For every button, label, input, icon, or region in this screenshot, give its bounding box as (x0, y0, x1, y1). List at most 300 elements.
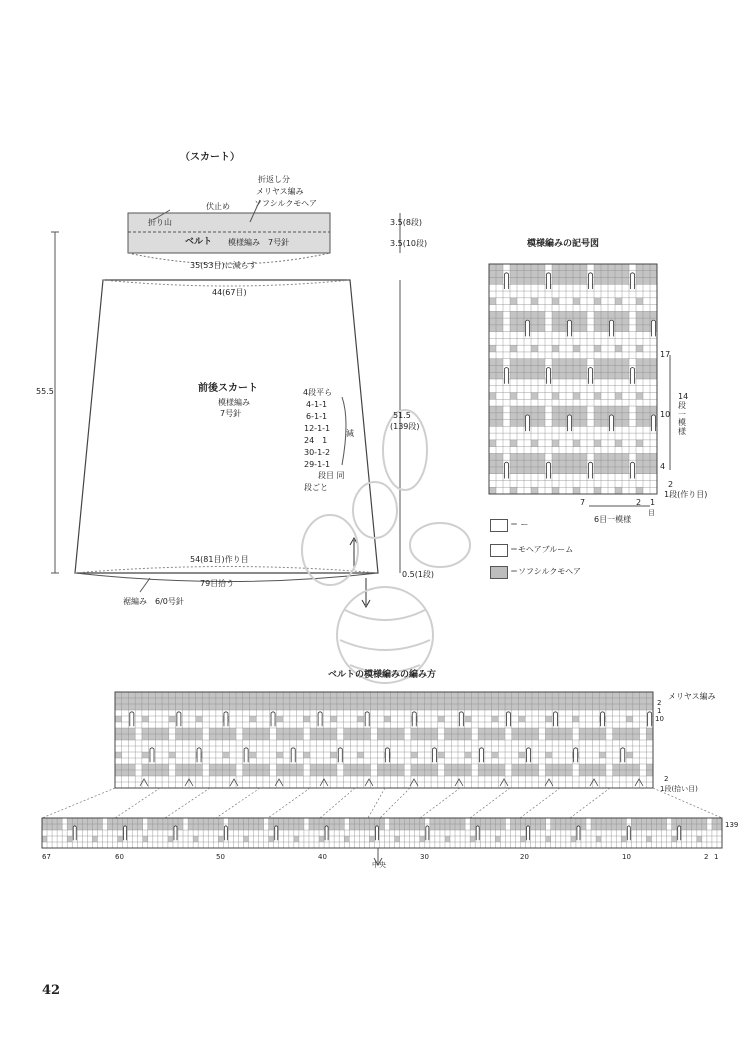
shaded-cell (599, 698, 606, 704)
shaded-cell (310, 692, 317, 698)
shaded-cell (424, 698, 431, 704)
shaded-cell (92, 818, 97, 824)
shaded-cell (536, 824, 541, 830)
shaded-cell (391, 692, 398, 698)
shaded-cell (319, 818, 324, 824)
shaded-cell (196, 770, 203, 776)
shaded-cell (613, 770, 620, 776)
shaded-cell (521, 836, 526, 842)
shaded-cell (596, 836, 601, 842)
shaded-cell (309, 824, 314, 830)
shaded-cell (611, 818, 616, 824)
shaded-cell (561, 824, 566, 830)
shaded-cell (297, 728, 304, 734)
shaded-cell (411, 692, 418, 698)
chart-row-label: 17 (660, 350, 671, 359)
shaded-cell (601, 824, 606, 830)
shaded-cell (148, 818, 153, 824)
shaded-cell (176, 728, 183, 734)
shaded-cell (344, 764, 351, 770)
shaded-cell (339, 818, 344, 824)
shaded-cell (283, 764, 290, 770)
shaded-cell (438, 752, 445, 758)
shaded-cell (572, 716, 579, 722)
shaded-cell (202, 692, 209, 698)
shaded-cell (77, 818, 82, 824)
shaded-cell (274, 818, 279, 824)
shaded-cell (297, 692, 304, 698)
shaded-cell (371, 704, 378, 710)
shaded-cell (599, 764, 606, 770)
shaded-cell (223, 770, 230, 776)
shaded-cell (209, 698, 216, 704)
shaded-cell (169, 692, 176, 698)
shaded-cell (418, 698, 425, 704)
shaded-cell (182, 764, 189, 770)
shaded-cell (672, 818, 677, 824)
shaded-cell (317, 698, 324, 704)
shaded-cell (297, 764, 304, 770)
shaded-cell (400, 818, 405, 824)
shaded-cell (717, 824, 722, 830)
shaded-cell (270, 698, 277, 704)
shaded-cell (337, 704, 344, 710)
shaded-cell (445, 818, 450, 824)
shaded-cell (162, 734, 169, 740)
shaded-cell (717, 818, 722, 824)
loop-symbol (479, 748, 483, 762)
shaded-cell (397, 770, 404, 776)
loop-symbol (224, 712, 228, 726)
shaded-cell (646, 734, 653, 740)
shaded-cell (279, 824, 284, 830)
shaded-cell (596, 818, 601, 824)
shaded-cell (243, 728, 250, 734)
shaded-cell (410, 818, 415, 824)
shaded-cell (202, 698, 209, 704)
shaded-cell (397, 692, 404, 698)
shaded-cell (216, 704, 223, 710)
shaded-cell (216, 764, 223, 770)
shaded-cell (599, 752, 606, 758)
shaded-cell (519, 728, 526, 734)
shaded-cell (512, 734, 519, 740)
shaded-cell (122, 698, 129, 704)
shaded-cell (319, 824, 324, 830)
shaded-cell (123, 818, 128, 824)
belt-pattern-label: 模様編み 7号針 (228, 238, 290, 247)
shaded-cell (122, 704, 129, 710)
shaded-cell (176, 704, 183, 710)
shaded-cell (294, 818, 299, 824)
guide-line (470, 788, 510, 818)
shaded-cell (519, 734, 526, 740)
piece-name: 前後スカート (198, 383, 258, 394)
shaded-cell (324, 818, 329, 824)
shaded-cell (599, 770, 606, 776)
shaded-cell (572, 692, 579, 698)
shaded-cell (640, 704, 647, 710)
shaded-cell (712, 818, 717, 824)
shaded-cell (445, 704, 452, 710)
shaded-cell (478, 698, 485, 704)
shaded-cell (162, 704, 169, 710)
shaded-cell (263, 728, 270, 734)
shaded-cell (545, 698, 552, 704)
belt-height-1: 3.5(8段) (390, 218, 423, 227)
shaded-cell (633, 728, 640, 734)
shaded-cell (586, 728, 593, 734)
shaded-cell (155, 698, 162, 704)
shaded-cell (189, 698, 196, 704)
shaded-cell (118, 836, 123, 842)
shaded-cell (250, 752, 257, 758)
shaded-cell (662, 818, 667, 824)
shaded-cell (196, 716, 203, 722)
shaded-cell (552, 764, 559, 770)
guide-line (268, 788, 310, 818)
shaded-cell (613, 728, 620, 734)
shaded-cell (465, 770, 472, 776)
shaded-cell (350, 770, 357, 776)
shaded-cell (458, 764, 465, 770)
shaded-cell (606, 698, 613, 704)
axis-tick: 10 (622, 853, 631, 861)
shaded-cell (142, 716, 149, 722)
shaded-cell (465, 704, 472, 710)
shaded-cell (636, 818, 641, 824)
shaded-cell (256, 728, 263, 734)
shaded-cell (559, 698, 566, 704)
shaded-cell (158, 824, 163, 830)
shaded-cell (374, 818, 379, 824)
shaded-cell (193, 818, 198, 824)
shaded-cell (431, 770, 438, 776)
shaded-cell (445, 764, 452, 770)
shaded-cell (196, 764, 203, 770)
shaded-cell (424, 770, 431, 776)
guide-line (520, 788, 560, 818)
shaded-cell (259, 818, 264, 824)
shaded-cell (495, 836, 500, 842)
shaded-cell (391, 770, 398, 776)
stockinette-label: メリヤス編み (256, 187, 304, 196)
shaded-cell (395, 824, 400, 830)
shaded-cell (384, 704, 391, 710)
shaded-cell (317, 692, 324, 698)
shaded-cell (173, 818, 178, 824)
shaded-cell (67, 824, 72, 830)
shaded-cell (276, 692, 283, 698)
bind-off-label: 伏止め (206, 202, 230, 211)
shaded-cell (431, 734, 438, 740)
shaded-cell (492, 698, 499, 704)
shaded-cell (323, 734, 330, 740)
shaded-cell (155, 692, 162, 698)
shaded-cell (471, 704, 478, 710)
shaded-cell (299, 818, 304, 824)
shaded-cell (478, 734, 485, 740)
shaded-cell (323, 764, 330, 770)
shaded-cell (182, 728, 189, 734)
shaded-cell (82, 818, 87, 824)
shaded-cell (498, 770, 505, 776)
shaded-cell (377, 704, 384, 710)
shaded-cell (128, 824, 133, 830)
shaded-cell (692, 818, 697, 824)
skirt-title: （スカート） (180, 152, 240, 163)
shaded-cell (601, 818, 606, 824)
shaded-cell (223, 728, 230, 734)
shaded-cell (559, 770, 566, 776)
shaded-cell (142, 704, 149, 710)
shaded-cell (67, 836, 72, 842)
loop-symbol (124, 826, 127, 840)
shaded-cell (276, 728, 283, 734)
shaded-cell (633, 692, 640, 698)
shaded-cell (276, 770, 283, 776)
shaded-cell (297, 734, 304, 740)
shaded-cell (188, 818, 193, 824)
hem-stitch-label: 裾編み 6/0号針 (123, 597, 184, 606)
shaded-cell (229, 728, 236, 734)
shaded-cell (364, 734, 371, 740)
shaded-cell (424, 764, 431, 770)
shaded-cell (640, 692, 647, 698)
shaded-cell (52, 818, 57, 824)
shaded-cell (599, 704, 606, 710)
shaded-cell (613, 698, 620, 704)
shaded-cell (424, 704, 431, 710)
shaded-cell (532, 704, 539, 710)
guide-line (570, 788, 610, 818)
shaded-cell (410, 824, 415, 830)
shaded-cell (369, 818, 374, 824)
shaded-cell (250, 692, 257, 698)
shaded-cell (289, 818, 294, 824)
shaded-cell (460, 818, 465, 824)
shaded-cell (682, 824, 687, 830)
shaded-cell (662, 824, 667, 830)
shaded-cell (687, 824, 692, 830)
shaded-cell (384, 734, 391, 740)
shaded-cell (541, 824, 546, 830)
shaded-cell (411, 734, 418, 740)
shaded-cell (397, 734, 404, 740)
shaded-cell (626, 770, 633, 776)
shaded-cell (418, 734, 425, 740)
shaded-cell (424, 728, 431, 734)
shaded-cell (256, 692, 263, 698)
shaded-cell (451, 692, 458, 698)
shaded-cell (384, 698, 391, 704)
shaded-cell (189, 704, 196, 710)
shaded-cell (216, 698, 223, 704)
shaded-cell (384, 770, 391, 776)
shaded-cell (592, 698, 599, 704)
shaded-cell (330, 734, 337, 740)
page-number: 42 (42, 983, 61, 998)
shaded-cell (364, 692, 371, 698)
shaded-cell (532, 770, 539, 776)
body-height-label: 51.5 (393, 411, 411, 420)
shaded-cell (379, 824, 384, 830)
shaded-cell (697, 818, 702, 824)
axis-tick: 20 (520, 853, 529, 861)
shaded-cell (490, 818, 495, 824)
shaded-cell (189, 770, 196, 776)
shaded-cell (115, 716, 122, 722)
shaded-cell (208, 824, 213, 830)
shaded-cell (636, 824, 641, 830)
shaded-cell (445, 770, 452, 776)
shaded-cell (596, 824, 601, 830)
shaded-cell (405, 824, 410, 830)
shaded-cell (135, 698, 142, 704)
shaded-cell (646, 824, 651, 830)
shaded-cell (581, 818, 586, 824)
axis-tick: 50 (216, 853, 225, 861)
shaded-cell (451, 728, 458, 734)
shaded-cell (512, 704, 519, 710)
shaded-cell (149, 770, 156, 776)
shaded-cell (471, 698, 478, 704)
shaded-cell (559, 728, 566, 734)
shaded-cell (128, 728, 135, 734)
shaded-cell (521, 818, 526, 824)
shaded-cell (626, 704, 633, 710)
shaded-cell (228, 818, 233, 824)
shaded-cell (357, 704, 364, 710)
shaded-cell (450, 824, 455, 830)
shaded-cell (613, 704, 620, 710)
shaded-cell (208, 818, 213, 824)
shaded-cell (369, 824, 374, 830)
shaded-cell (546, 836, 551, 842)
shaded-cell (458, 728, 465, 734)
shaded-cell (384, 728, 391, 734)
shaded-cell (149, 728, 156, 734)
belt-height-2: 3.5(10段) (390, 239, 428, 248)
top-width-label: 44(67目) (212, 288, 247, 297)
chart-col-label: 1 (650, 498, 656, 507)
shaded-cell (168, 824, 173, 830)
body-rows-label: (139段) (390, 422, 420, 431)
shaded-cell (142, 728, 149, 734)
shaded-cell (203, 818, 208, 824)
shaded-cell (263, 770, 270, 776)
shaded-cell (619, 770, 626, 776)
shaded-cell (541, 818, 546, 824)
loop-symbol (73, 826, 76, 840)
shaded-cell (559, 764, 566, 770)
shaded-cell (193, 824, 198, 830)
shaded-cell (153, 818, 158, 824)
shaded-cell (303, 716, 310, 722)
shaded-cell (512, 698, 519, 704)
shaded-cell (391, 734, 398, 740)
shaded-cell (128, 698, 135, 704)
shaded-cell (465, 764, 472, 770)
shaded-cell (697, 824, 702, 830)
shaded-cell (525, 728, 532, 734)
loop-symbol (577, 826, 580, 840)
shaded-cell (415, 818, 420, 824)
shaded-cell (135, 692, 142, 698)
shaded-cell (415, 824, 420, 830)
shaded-cell (115, 704, 122, 710)
shaded-cell (556, 824, 561, 830)
shaded-cell (521, 824, 526, 830)
shaded-cell (357, 752, 364, 758)
shaded-cell (579, 692, 586, 698)
chart-row-label: 10 (660, 410, 671, 419)
shaded-cell (556, 818, 561, 824)
shaded-cell (492, 728, 499, 734)
shaded-cell (500, 818, 505, 824)
shaded-cell (256, 734, 263, 740)
shaded-cell (377, 698, 384, 704)
shaded-cell (276, 698, 283, 704)
shaded-cell (465, 716, 472, 722)
shaded-cell (626, 734, 633, 740)
shaded-cell (189, 728, 196, 734)
shaded-cell (176, 770, 183, 776)
triangle-mark (545, 779, 553, 786)
shaded-cell (290, 698, 297, 704)
shaded-cell (586, 692, 593, 698)
shaded-cell (330, 728, 337, 734)
shaded-cell (430, 824, 435, 830)
shaded-cell (350, 734, 357, 740)
shaded-cell (115, 698, 122, 704)
shaded-cell (451, 698, 458, 704)
shaded-cell (233, 824, 238, 830)
shaded-cell (571, 818, 576, 824)
shaded-cell (532, 764, 539, 770)
shaded-cell (519, 692, 526, 698)
shaded-cell (47, 818, 52, 824)
shaded-cell (651, 818, 656, 824)
shaded-cell (350, 704, 357, 710)
shaded-cell (391, 704, 398, 710)
shaded-cell (485, 704, 492, 710)
bottom-width-label: 54(81目)作り目 (190, 555, 249, 564)
shaded-cell (359, 818, 364, 824)
shaded-cell (276, 764, 283, 770)
dec-row: 4段平ら (303, 388, 333, 397)
shaded-cell (552, 734, 559, 740)
shaded-cell (510, 824, 515, 830)
shaded-cell (213, 824, 218, 830)
shaded-cell (512, 764, 519, 770)
shaded-cell (519, 704, 526, 710)
shaded-cell (289, 824, 294, 830)
shaded-cell (682, 818, 687, 824)
shaded-cell (460, 824, 465, 830)
shaded-cell (411, 752, 418, 758)
shaded-cell (431, 692, 438, 698)
shaded-cell (641, 818, 646, 824)
shaded-cell (519, 764, 526, 770)
guide-line (320, 788, 355, 818)
shaded-cell (229, 770, 236, 776)
shaded-cell (364, 704, 371, 710)
triangle-mark (590, 779, 598, 786)
shaded-cell (492, 734, 499, 740)
shaded-cell (290, 770, 297, 776)
shaded-cell (357, 716, 364, 722)
